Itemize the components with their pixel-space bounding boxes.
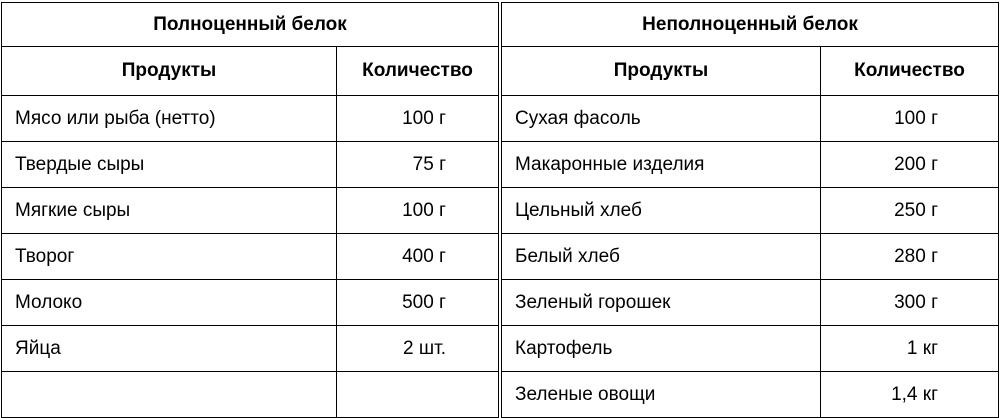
quantity-cell: 75 г xyxy=(337,142,499,188)
quantity-cell: 200 г xyxy=(821,142,999,188)
quantity-cell: 100 г xyxy=(821,96,999,142)
table-row xyxy=(2,234,499,280)
table-title: Неполноценный белок xyxy=(502,3,999,47)
product-cell: Цельный хлеб xyxy=(502,188,821,234)
quantity-cell: 100 г xyxy=(337,188,499,234)
product-cell: Молоко xyxy=(2,280,337,326)
quantity-cell: 1 кг xyxy=(821,326,999,372)
table-row xyxy=(502,188,999,234)
quantity-cell: 500 г xyxy=(337,280,499,326)
column-header-products: Продукты xyxy=(502,47,821,96)
product-cell: Твердые сыры xyxy=(2,142,337,188)
quantity-cell xyxy=(337,372,499,418)
table-row xyxy=(2,326,499,372)
table-row xyxy=(502,326,999,372)
table-title: Полноценный белок xyxy=(2,3,499,47)
table-row xyxy=(502,372,999,418)
product-cell: Сухая фасоль xyxy=(502,96,821,142)
product-cell: Творог xyxy=(2,234,337,280)
table-row xyxy=(2,188,499,234)
table-row xyxy=(502,280,999,326)
product-cell: Зеленые овощи xyxy=(502,372,821,418)
quantity-cell: 250 г xyxy=(821,188,999,234)
column-header-quantity: Количество xyxy=(337,47,499,96)
product-cell: Яйца xyxy=(2,326,337,372)
column-header-quantity: Количество xyxy=(821,47,999,96)
table-row xyxy=(2,96,499,142)
quantity-cell: 100 г xyxy=(337,96,499,142)
product-cell: Белый хлеб xyxy=(502,234,821,280)
table-row-empty xyxy=(2,372,499,418)
quantity-cell: 280 г xyxy=(821,234,999,280)
incomplete-protein-table xyxy=(501,2,999,418)
table-row xyxy=(502,96,999,142)
product-cell: Картофель xyxy=(502,326,821,372)
product-cell: Макаронные изделия xyxy=(502,142,821,188)
quantity-cell: 2 шт. xyxy=(337,326,499,372)
table-row xyxy=(502,234,999,280)
product-cell: Зеленый горошек xyxy=(502,280,821,326)
quantity-cell: 300 г xyxy=(821,280,999,326)
quantity-cell: 400 г xyxy=(337,234,499,280)
quantity-cell: 1,4 кг xyxy=(821,372,999,418)
complete-protein-table xyxy=(1,2,499,418)
product-cell xyxy=(2,372,337,418)
column-header-products: Продукты xyxy=(2,47,337,96)
product-cell: Мясо или рыба (нетто) xyxy=(2,96,337,142)
table-row xyxy=(502,142,999,188)
table-row xyxy=(2,142,499,188)
table-row xyxy=(2,280,499,326)
product-cell: Мягкие сыры xyxy=(2,188,337,234)
